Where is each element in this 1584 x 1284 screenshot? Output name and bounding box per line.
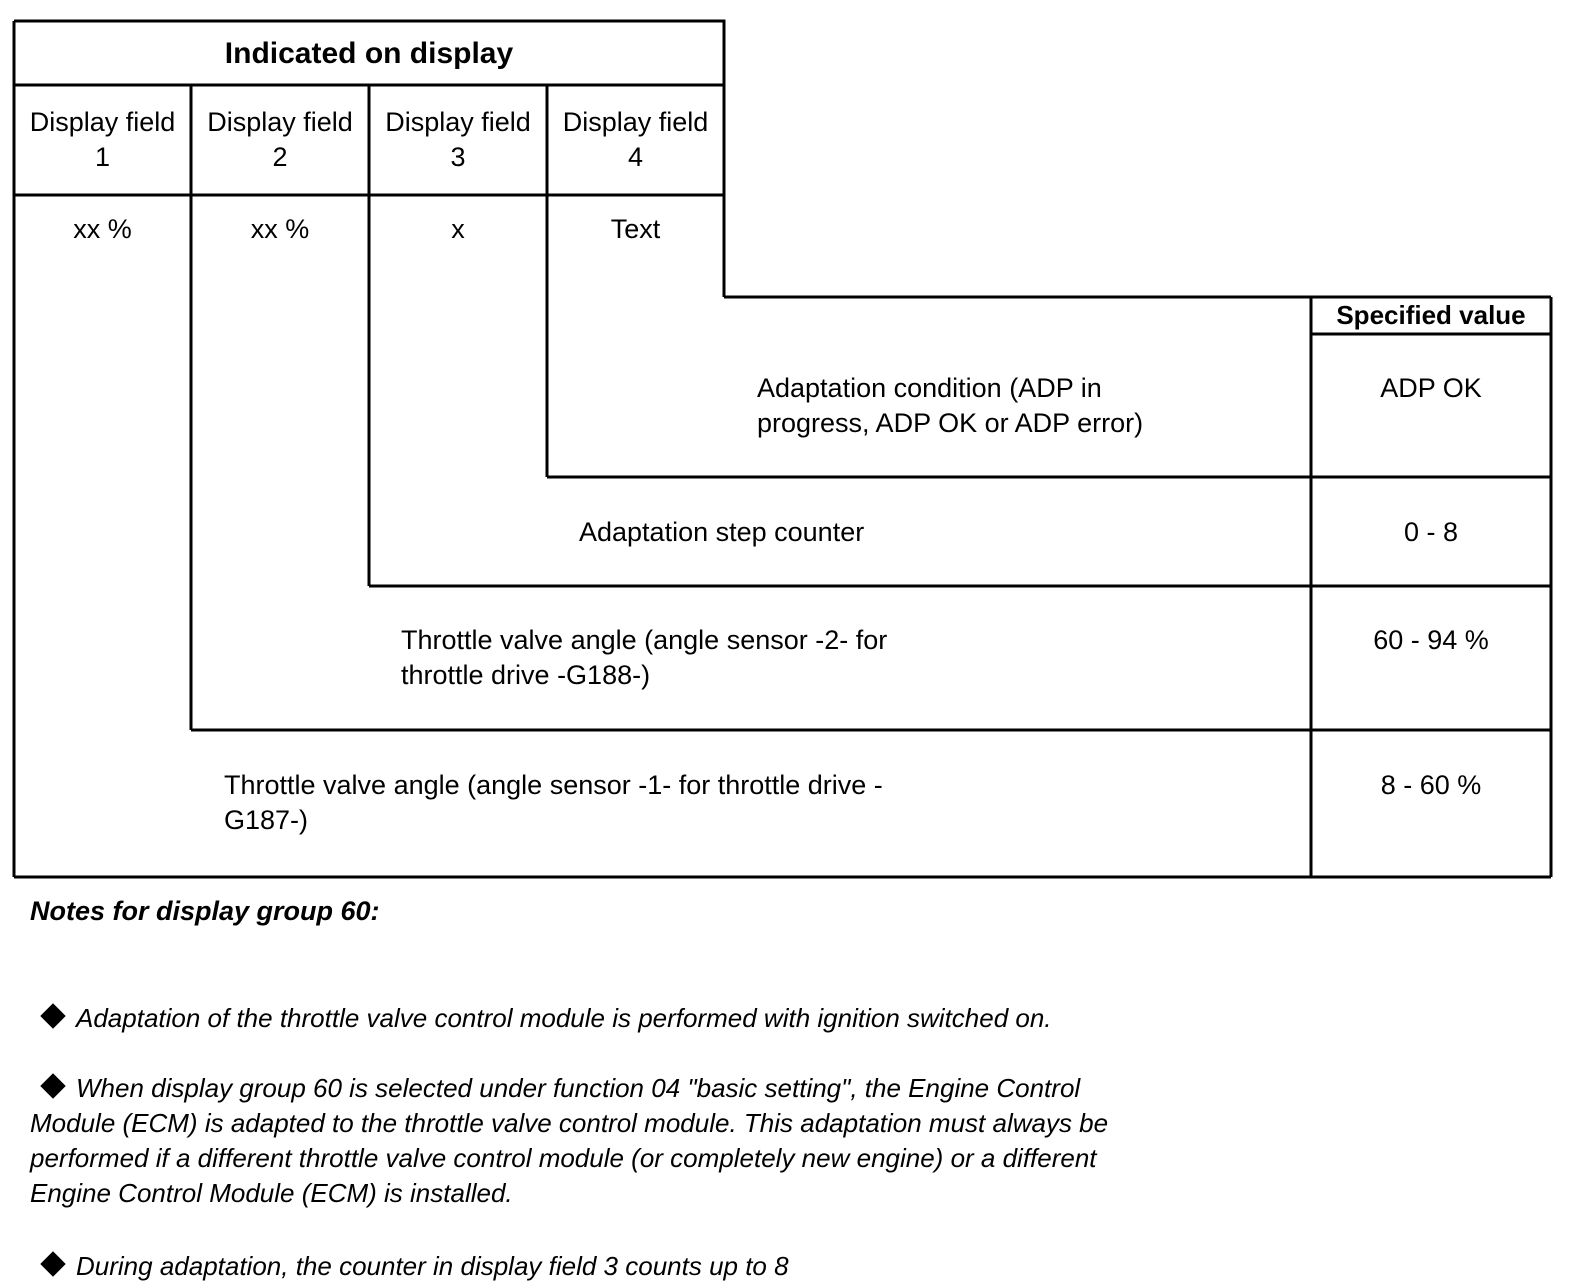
field-1-label: Display field 1 [29, 107, 176, 172]
row-2-description: Throttle valve angle (angle sensor -2- for throttle drive -G188-) [401, 625, 888, 690]
row-4-description: Adaptation condition (ADP in progress, ADP OK or ADP error) [757, 373, 1144, 438]
field-4-value: Text [610, 214, 661, 244]
field-3-label: Display field 3 [385, 107, 531, 172]
field-4-label: Display field 4 [562, 107, 709, 172]
header-title: Indicated on display [224, 37, 514, 70]
specified-value-header: Specified value [1336, 300, 1526, 330]
row-1-spec: 8 - 60 % [1380, 770, 1482, 800]
note-text: When display group 60 is selected under function 04 "basic setting", the Engine Control Module (ECM) is adapted to the throttle valve control module. This adaptation must always be performed if a different throttle valve control module (or completely new engine) or a different Engine Control Module (ECM) is installed. [30, 1073, 1109, 1208]
row-3-description: Adaptation step counter [579, 517, 865, 547]
row-3-spec: 0 - 8 [1403, 517, 1459, 547]
note-item [30, 966, 1052, 1036]
diamond-bullet-icon [40, 1251, 65, 1276]
row-2-spec: 60 - 94 % [1373, 625, 1489, 655]
note-text: Adaptation of the throttle valve control module is performed with ignition switched on. [76, 1003, 1052, 1033]
field-2-label: Display field 2 [207, 107, 353, 172]
field-1-value: xx % [73, 214, 132, 244]
notes-title: Notes for display group 60: [30, 896, 380, 926]
field-3-value: x [451, 214, 465, 244]
diamond-bullet-icon [40, 1073, 65, 1098]
note-item [30, 1036, 1108, 1211]
diamond-bullet-icon [40, 1003, 65, 1028]
row-4-spec: ADP OK [1380, 373, 1482, 403]
field-2-value: xx % [250, 214, 310, 244]
row-1-description: Throttle valve angle (angle sensor -1- for throttle drive - G187-) [224, 770, 883, 835]
note-item [30, 1214, 789, 1284]
note-text: During adaptation, the counter in display field 3 counts up to 8 [76, 1251, 789, 1281]
